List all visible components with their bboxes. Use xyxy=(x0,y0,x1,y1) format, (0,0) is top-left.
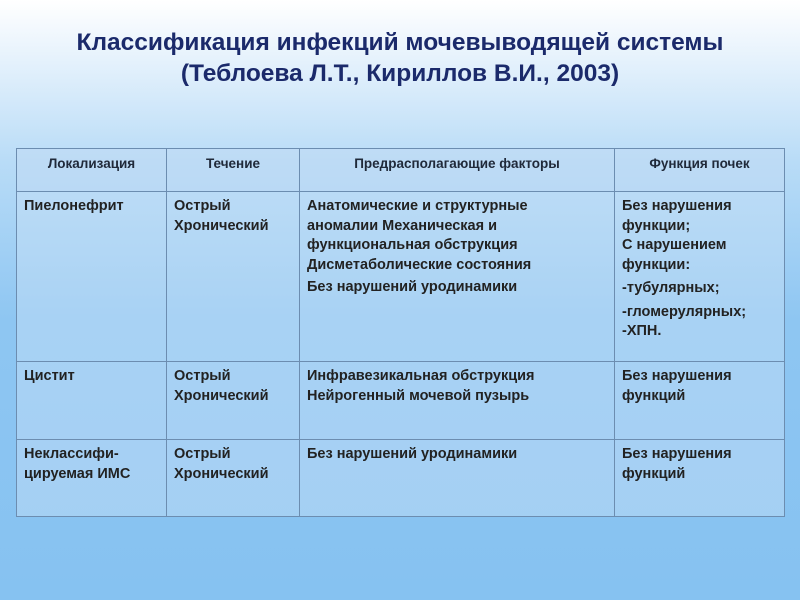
table-row xyxy=(17,192,785,362)
cell-text: Пиелонефрит xyxy=(24,198,124,214)
table-row xyxy=(17,440,785,517)
table-row xyxy=(17,362,785,440)
cell-localization xyxy=(17,440,167,517)
cell-text: Хронический xyxy=(174,217,269,234)
title-line-1: Классификация инфекций мочевыводящей системы xyxy=(76,29,724,56)
cell-text: -гломерулярных; xyxy=(622,303,747,320)
cell-kidney-function xyxy=(615,192,785,362)
table-header-row xyxy=(17,149,785,192)
cell-text: Инфравезикальная обструкция xyxy=(307,368,535,384)
cell-course xyxy=(167,192,300,362)
cell-text: Без нарушения xyxy=(622,198,732,214)
cell-kidney-function xyxy=(615,440,785,517)
cell-text: функциональная обструкция xyxy=(307,237,518,253)
cell-text: Анатомические и структурные xyxy=(307,198,528,214)
header-kidney-function: Функция почек xyxy=(615,149,785,192)
header-factors: Предрасполагающие факторы xyxy=(300,149,615,192)
cell-text: функции: xyxy=(622,256,691,273)
cell-course xyxy=(167,440,300,517)
page-title xyxy=(0,27,800,89)
cell-text: Дисметаболические состояния xyxy=(307,256,532,273)
header-course: Течение xyxy=(167,149,300,192)
cell-text: -тубулярных; xyxy=(622,280,720,296)
cell-course xyxy=(167,362,300,440)
cell-localization xyxy=(17,192,167,362)
cell-text: аномалии Механическая и xyxy=(307,217,497,234)
cell-text: С нарушением xyxy=(622,237,727,253)
cell-text: Нейрогенный мочевой пузырь xyxy=(307,387,530,404)
cell-text: Цистит xyxy=(24,368,75,384)
cell-factors xyxy=(300,440,615,517)
cell-text: Неклассифи- xyxy=(24,446,119,462)
cell-text: Без нарушений уродинамики xyxy=(307,279,518,295)
header-localization: Локализация xyxy=(17,149,167,192)
cell-text: Без нарушений уродинамики xyxy=(307,446,518,462)
cell-text: цируемая ИМС xyxy=(24,465,131,482)
cell-text: функций xyxy=(622,465,686,482)
cell-text: Без нарушения xyxy=(622,446,732,462)
cell-text: функции; xyxy=(622,217,691,234)
cell-localization xyxy=(17,362,167,440)
cell-factors xyxy=(300,362,615,440)
cell-text: Острый xyxy=(174,198,231,214)
cell-text: Острый xyxy=(174,446,231,462)
cell-text: функций xyxy=(622,387,686,404)
classification-table xyxy=(16,148,785,517)
cell-text: Хронический xyxy=(174,465,269,482)
cell-text: -ХПН. xyxy=(622,323,662,339)
title-line-2: (Теблоева Л.Т., Кириллов В.И., 2003) xyxy=(180,60,620,87)
cell-factors xyxy=(300,192,615,362)
cell-kidney-function xyxy=(615,362,785,440)
cell-text: Хронический xyxy=(174,387,269,404)
cell-text: Без нарушения xyxy=(622,368,732,384)
cell-text: Острый xyxy=(174,368,231,384)
